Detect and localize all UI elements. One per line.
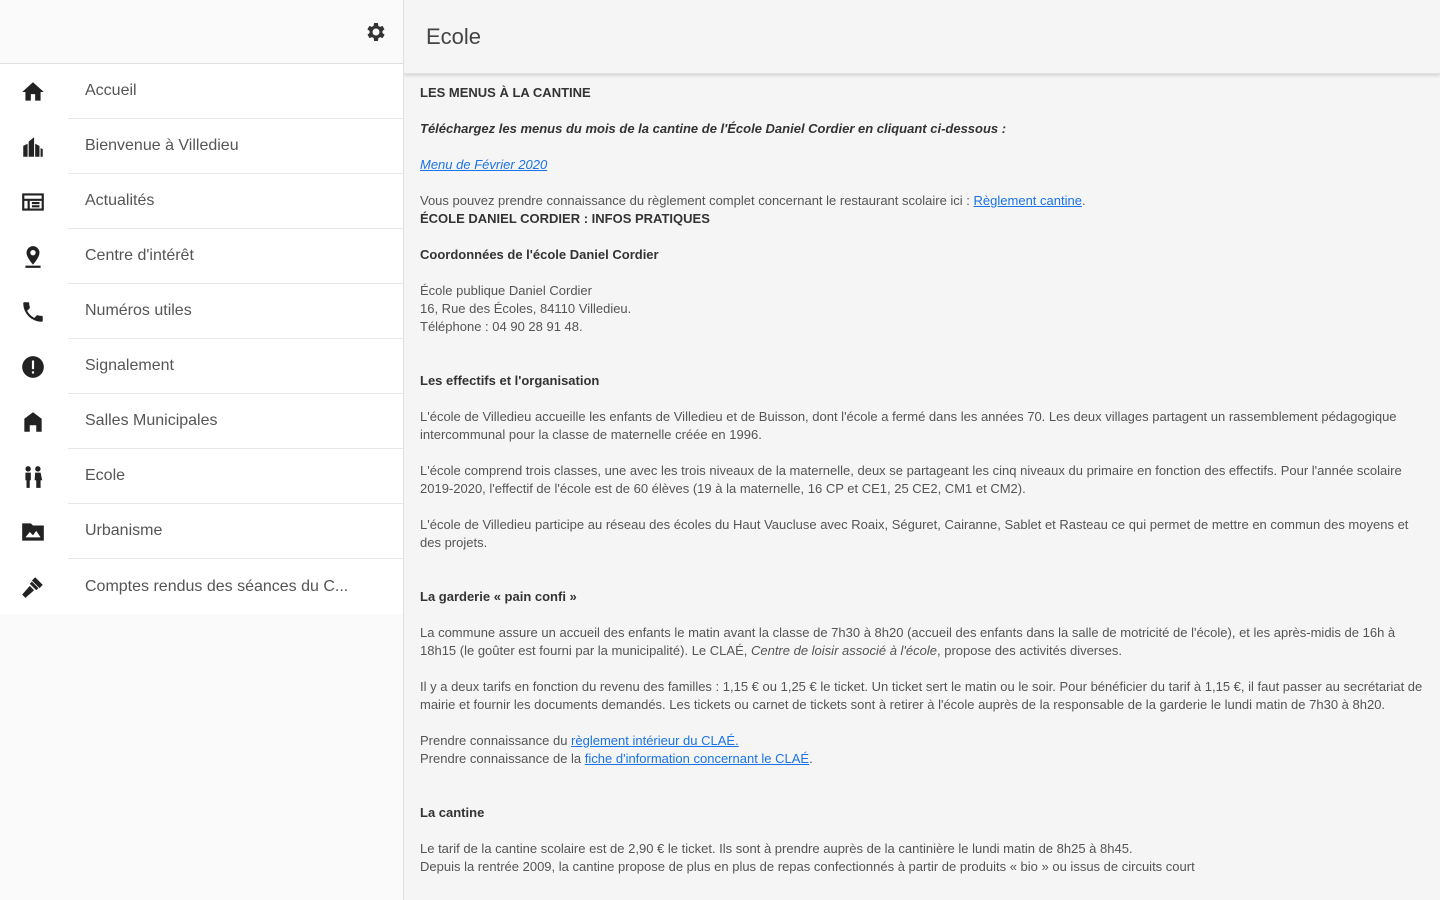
garderie-paragraph-1	[420, 624, 1424, 660]
sidebar-item-label: Urbanisme	[68, 504, 403, 559]
effectifs-paragraph-1: L'école de Villedieu accueille les enfants de Villedieu et de Buisson, dont l'école a fermé dans les années 70. Les deux villages partagent un rassemblement pédagogique intercommunal pour la classe de maternelle créée en 1996.	[420, 409, 1397, 442]
top-bar	[404, 0, 1440, 74]
sidebar-item-bienvenue[interactable]	[0, 119, 403, 174]
page-title: Ecole	[426, 23, 482, 49]
clae-definition: Centre de loisir associé à l'école	[750, 643, 937, 658]
cantine-paragraph-2: Depuis la rentrée 2009, la cantine propose de plus en plus de repas confectionnés à partir de produits « bio » ou issus de circuits court	[420, 859, 1195, 874]
reglement-clae-link[interactable]: règlement intérieur du CLAÉ.	[571, 733, 739, 748]
sidebar-item-label: Salles Municipales	[68, 394, 403, 449]
sidebar-item-label: Signalement	[68, 339, 403, 394]
clae-line-2-end: .	[809, 751, 813, 766]
article	[404, 74, 1440, 876]
house-icon	[0, 409, 68, 435]
sidebar-item-comptes-rendus[interactable]	[0, 559, 403, 614]
sidebar-item-label: Numéros utiles	[68, 284, 403, 339]
sidebar-item-urbanisme[interactable]	[0, 504, 403, 559]
sidebar-item-centre-interet[interactable]	[0, 229, 403, 284]
reglement-end: .	[1081, 193, 1086, 208]
sidebar-item-label: Bienvenue à Villedieu	[68, 119, 403, 174]
sidebar-item-label: Centre d'intérêt	[68, 229, 403, 284]
garderie-heading: La garderie « pain confi »	[420, 589, 577, 604]
sidebar-item-actualites[interactable]	[0, 174, 403, 229]
sidebar-item-accueil[interactable]	[0, 64, 403, 119]
gavel-icon	[0, 574, 68, 600]
phone-icon	[0, 299, 68, 325]
effectifs-paragraph-2: L'école comprend trois classes, une avec les trois niveaux de la maternelle, deux se partageant les cinq niveaux du primaire en fonction des effectifs. Pour l'année scolaire 2019-2020, l'effectif de l'école est de 60 élèves (19 à la maternelle, 16 CP et CE1, 25 CE2, CM1 et CM2).	[420, 463, 1402, 496]
clae-line-1	[420, 732, 1424, 750]
garderie-text-a: La commune assure un accueil des enfants le matin avant la classe de 7h30 à 8h20 (accueil des enfants dans la salle de motricité de l'école), et les après-midis de 16h à 18h15 (le goûter est fourni par la municipalité). Le CLAÉ,	[420, 625, 1396, 658]
sidebar-item-ecole[interactable]	[0, 449, 403, 504]
sidebar-item-label: Accueil	[68, 64, 403, 119]
newspaper-icon	[0, 189, 68, 215]
gear-icon[interactable]	[363, 20, 387, 44]
effectifs-heading: Les effectifs et l'organisation	[420, 373, 600, 388]
cantine-heading: La cantine	[420, 805, 485, 820]
address-line-1: École publique Daniel Cordier	[420, 283, 592, 298]
city-icon	[0, 134, 68, 160]
sidebar-item-numeros[interactable]	[0, 284, 403, 339]
people-icon	[0, 464, 68, 490]
coordonnees-heading: Coordonnées de l'école Daniel Cordier	[420, 247, 659, 262]
garderie-paragraph-2: Il y a deux tarifs en fonction du revenu des familles : 1,15 € ou 1,25 € le ticket. Un ticket sert le matin ou le soir. Pour bénéficier du tarif à 1,15 €, il faut passer au secrétariat de mairie et fournir les documents demandés. Les tickets ou carnet de tickets sont à retirer à l'école auprès de la responsable de la garderie le lundi matin de 7h30 à 8h20.	[420, 679, 1423, 712]
garderie-text-b: , propose des activités diverses.	[937, 643, 1122, 658]
alert-icon	[0, 354, 68, 380]
clae-line-2	[420, 750, 1424, 768]
sidebar-item-salles[interactable]	[0, 394, 403, 449]
landscape-icon	[0, 519, 68, 545]
sidebar-item-label: Comptes rendus des séances du C...	[85, 577, 349, 595]
sidebar-item-signalement[interactable]	[0, 339, 403, 394]
fiche-clae-link[interactable]: fiche d'information concernant le CLAÉ	[584, 751, 810, 766]
reglement-paragraph	[420, 192, 1424, 210]
sidebar-header	[0, 0, 403, 64]
reglement-text: Vous pouvez prendre connaissance du règlement complet concernant le restaurant scolaire ici :	[420, 193, 974, 208]
sidebar-item-label: Ecole	[68, 449, 403, 504]
home-icon	[0, 79, 68, 105]
effectifs-paragraph-3: L'école de Villedieu participe au réseau des écoles du Haut Vaucluse avec Roaix, Séguret, Cairanne, Sablet et Rasteau ce qui permet de mettre en commun des moyens et des projets.	[420, 517, 1409, 550]
download-text: Téléchargez les menus du mois de la cantine de l'École Daniel Cordier en cliquant ci-dessous :	[420, 121, 1007, 136]
sidebar	[0, 0, 404, 900]
menu-fevrier-link[interactable]: Menu de Février 2020	[420, 157, 548, 172]
address-line-2: 16, Rue des Écoles, 84110 Villedieu.	[420, 301, 632, 316]
address-line-3: Téléphone : 04 90 28 91 48.	[420, 319, 583, 334]
cantine-paragraph-1: Le tarif de la cantine scolaire est de 2,90 € le ticket. Ils sont à prendre auprès de la cantinière le lundi matin de 8h25 à 8h45.	[420, 841, 1133, 856]
main-content	[404, 0, 1440, 900]
clae-line-2-text: Prendre connaissance de la	[420, 751, 585, 766]
sidebar-menu	[0, 64, 403, 614]
reglement-cantine-link[interactable]: Règlement cantine	[973, 193, 1082, 208]
clae-line-1-text: Prendre connaissance du	[420, 733, 572, 748]
location-pin-icon	[0, 244, 68, 270]
menus-heading: LES MENUS À LA CANTINE	[420, 85, 591, 100]
sidebar-item-label: Actualités	[68, 174, 403, 229]
infos-heading: ÉCOLE DANIEL CORDIER : INFOS PRATIQUES	[420, 211, 710, 226]
